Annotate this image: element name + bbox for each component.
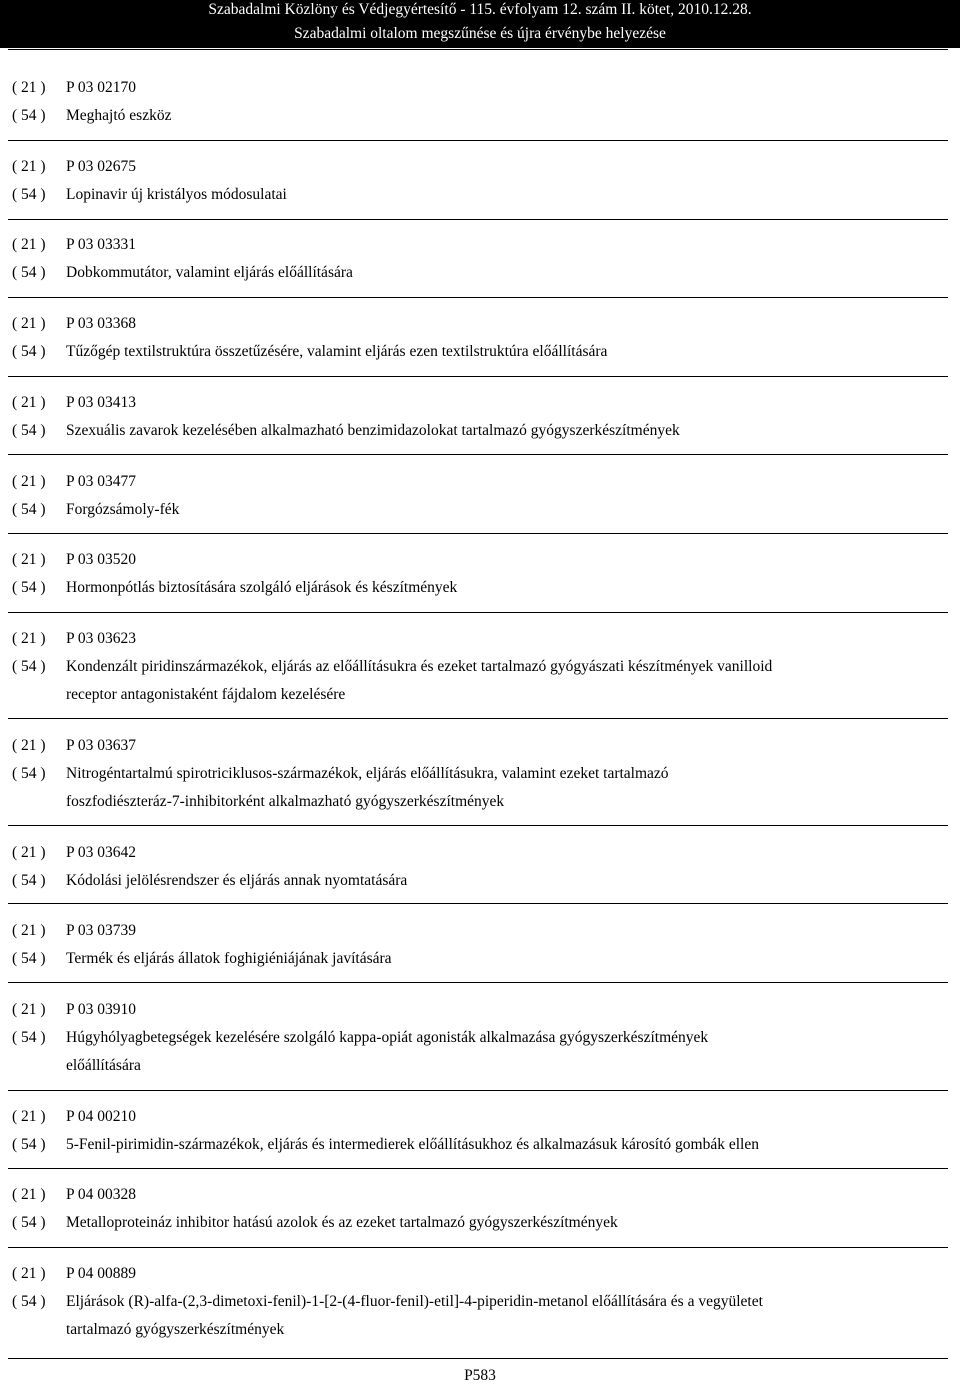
application-number: P 03 03739 xyxy=(66,922,137,939)
invention-title: Lopinavir új kristályos módosulatai xyxy=(66,186,287,203)
entry-separator xyxy=(8,825,948,826)
title-line xyxy=(0,574,960,602)
inid-code-54: ( 54 ) xyxy=(12,1293,46,1310)
application-number-line xyxy=(0,1181,960,1209)
section-title: Szabadalmi oltalom megszűnése és újra érvénybe helyezése xyxy=(294,25,666,42)
entry-separator xyxy=(8,454,948,455)
inid-code-21: ( 21 ) xyxy=(12,394,46,411)
invention-title: Nitrogéntartalmú spirotriciklusos-származékok, eljárás előállításukra, valamint ezeket tartalmazó xyxy=(66,765,669,782)
application-number: P 04 00889 xyxy=(66,1265,137,1282)
title-line xyxy=(0,653,960,681)
application-number: P 03 02675 xyxy=(66,158,137,175)
title-line xyxy=(0,788,960,816)
application-number: P 03 03368 xyxy=(66,315,137,332)
inid-code-21: ( 21 ) xyxy=(12,315,46,332)
entry-separator xyxy=(8,533,948,534)
entry-separator xyxy=(8,49,948,50)
inid-code-54: ( 54 ) xyxy=(12,501,46,518)
application-number-line xyxy=(0,839,960,867)
inid-code-54: ( 54 ) xyxy=(12,422,46,439)
application-number: P 03 03520 xyxy=(66,551,137,568)
title-line xyxy=(0,417,960,445)
entry-separator xyxy=(8,1247,948,1248)
title-line xyxy=(0,681,960,709)
title-line xyxy=(0,1316,960,1344)
inid-code-21: ( 21 ) xyxy=(12,737,46,754)
application-number: P 03 03910 xyxy=(66,1001,137,1018)
title-line xyxy=(0,760,960,788)
title-line xyxy=(0,102,960,130)
invention-title: Dobkommutátor, valamint eljárás előállítására xyxy=(66,264,353,281)
title-line xyxy=(0,338,960,366)
application-number-line xyxy=(0,546,960,574)
patent-entry xyxy=(0,546,960,602)
invention-title: Hormonpótlás biztosítására szolgáló eljárások és készítmények xyxy=(66,579,458,596)
patent-entry xyxy=(0,1103,960,1159)
entry-separator xyxy=(8,219,948,220)
page-number: P583 xyxy=(464,1367,496,1384)
application-number-line xyxy=(0,625,960,653)
journal-title: Szabadalmi Közlöny és Védjegyértesítő - 115. évfolyam 12. szám II. kötet, 2010.12.28. xyxy=(208,1,752,18)
title-line xyxy=(0,496,960,524)
application-number: P 03 03642 xyxy=(66,844,137,861)
patent-entry xyxy=(0,996,960,1080)
entry-separator xyxy=(8,1358,948,1359)
application-number-line xyxy=(0,310,960,338)
inid-code-21: ( 21 ) xyxy=(12,158,46,175)
application-number: P 03 03477 xyxy=(66,473,137,490)
inid-code-54: ( 54 ) xyxy=(12,343,46,360)
entry-separator xyxy=(8,1168,948,1169)
entry-separator xyxy=(8,297,948,298)
invention-title: Eljárások (R)-alfa-(2,3-dimetoxi-fenil)-1-[2-(4-fluor-fenil)-etil]-4-piperidin-metanol előállítására és a vegyületet xyxy=(66,1293,763,1310)
invention-title: Húgyhólyagbetegségek kezelésére szolgáló kappa-opiát agonisták alkalmazása gyógyszerkészítmények xyxy=(66,1029,709,1046)
entry-separator xyxy=(8,1090,948,1091)
application-number: P 03 03413 xyxy=(66,394,137,411)
title-line xyxy=(0,259,960,287)
entry-separator xyxy=(8,376,948,377)
patent-entry xyxy=(0,1181,960,1237)
inid-code-54: ( 54 ) xyxy=(12,1136,46,1153)
title-line xyxy=(0,867,960,895)
inid-code-21: ( 21 ) xyxy=(12,1265,46,1282)
inid-code-21: ( 21 ) xyxy=(12,630,46,647)
invention-title: receptor antagonistaként fájdalom kezelésére xyxy=(66,686,346,703)
inid-code-54: ( 54 ) xyxy=(12,950,46,967)
patent-entry xyxy=(0,468,960,524)
application-number-line xyxy=(0,153,960,181)
application-number-line xyxy=(0,996,960,1024)
inid-code-54: ( 54 ) xyxy=(12,186,46,203)
patent-entry xyxy=(0,74,960,130)
inid-code-21: ( 21 ) xyxy=(12,236,46,253)
application-number: P 03 03623 xyxy=(66,630,137,647)
entry-separator xyxy=(8,140,948,141)
invention-title: Kódolási jelölésrendszer és eljárás annak nyomtatására xyxy=(66,872,408,889)
application-number: P 04 00328 xyxy=(66,1186,137,1203)
patent-entry xyxy=(0,625,960,709)
application-number-line xyxy=(0,231,960,259)
inid-code-21: ( 21 ) xyxy=(12,551,46,568)
journal-header xyxy=(0,0,960,48)
patent-entry xyxy=(0,1260,960,1344)
invention-title: 5-Fenil-pirimidin-származékok, eljárás és intermedierek előállításukhoz és alkalmazásuk károsító gombák ellen xyxy=(66,1136,759,1153)
invention-title: előállítására xyxy=(66,1057,141,1074)
inid-code-21: ( 21 ) xyxy=(12,79,46,96)
inid-code-21: ( 21 ) xyxy=(12,1186,46,1203)
title-line xyxy=(0,181,960,209)
inid-code-54: ( 54 ) xyxy=(12,579,46,596)
application-number-line xyxy=(0,1260,960,1288)
invention-title: Szexuális zavarok kezelésében alkalmazható benzimidazolokat tartalmazó gyógyszerkészítmények xyxy=(66,422,680,439)
entry-separator xyxy=(8,903,948,904)
application-number-line xyxy=(0,389,960,417)
invention-title: Meghajtó eszköz xyxy=(66,107,172,124)
inid-code-54: ( 54 ) xyxy=(12,1214,46,1231)
entry-separator xyxy=(8,718,948,719)
inid-code-54: ( 54 ) xyxy=(12,658,46,675)
inid-code-21: ( 21 ) xyxy=(12,1001,46,1018)
inid-code-54: ( 54 ) xyxy=(12,765,46,782)
inid-code-54: ( 54 ) xyxy=(12,264,46,281)
inid-code-54: ( 54 ) xyxy=(12,107,46,124)
patent-entry xyxy=(0,153,960,209)
application-number: P 03 02170 xyxy=(66,79,137,96)
entry-separator xyxy=(8,612,948,613)
inid-code-21: ( 21 ) xyxy=(12,473,46,490)
invention-title: tartalmazó gyógyszerkészítmények xyxy=(66,1321,285,1338)
application-number: P 04 00210 xyxy=(66,1108,137,1125)
entry-separator xyxy=(8,982,948,983)
invention-title: Kondenzált piridinszármazékok, eljárás az előállításukra és ezeket tartalmazó gyógyászati készítmények vanilloid xyxy=(66,658,773,675)
patent-entry xyxy=(0,231,960,287)
application-number-line xyxy=(0,1103,960,1131)
title-line xyxy=(0,1131,960,1159)
application-number: P 03 03331 xyxy=(66,236,137,253)
patent-entry xyxy=(0,732,960,816)
title-line xyxy=(0,1209,960,1237)
inid-code-54: ( 54 ) xyxy=(12,872,46,889)
patent-entry xyxy=(0,389,960,445)
application-number-line xyxy=(0,732,960,760)
invention-title: Tűzőgép textilstruktúra összetűzésére, valamint eljárás ezen textilstruktúra előállítására xyxy=(66,343,608,360)
title-line xyxy=(0,1288,960,1316)
inid-code-21: ( 21 ) xyxy=(12,922,46,939)
application-number-line xyxy=(0,917,960,945)
invention-title: Forgózsámoly-fék xyxy=(66,501,180,518)
inid-code-21: ( 21 ) xyxy=(12,844,46,861)
inid-code-54: ( 54 ) xyxy=(12,1029,46,1046)
invention-title: Metalloproteináz inhibitor hatású azolok és az ezeket tartalmazó gyógyszerkészítmények xyxy=(66,1214,618,1231)
title-line xyxy=(0,1052,960,1080)
title-line xyxy=(0,945,960,973)
invention-title: foszfodiészteráz-7-inhibitorként alkalmazható gyógyszerkészítmények xyxy=(66,793,505,810)
application-number-line xyxy=(0,468,960,496)
application-number-line xyxy=(0,74,960,102)
application-number: P 03 03637 xyxy=(66,737,137,754)
invention-title: Termék és eljárás állatok foghigiéniájának javítására xyxy=(66,950,392,967)
patent-entry xyxy=(0,310,960,366)
title-line xyxy=(0,1024,960,1052)
inid-code-21: ( 21 ) xyxy=(12,1108,46,1125)
patent-entry xyxy=(0,917,960,973)
patent-entry xyxy=(0,839,960,895)
